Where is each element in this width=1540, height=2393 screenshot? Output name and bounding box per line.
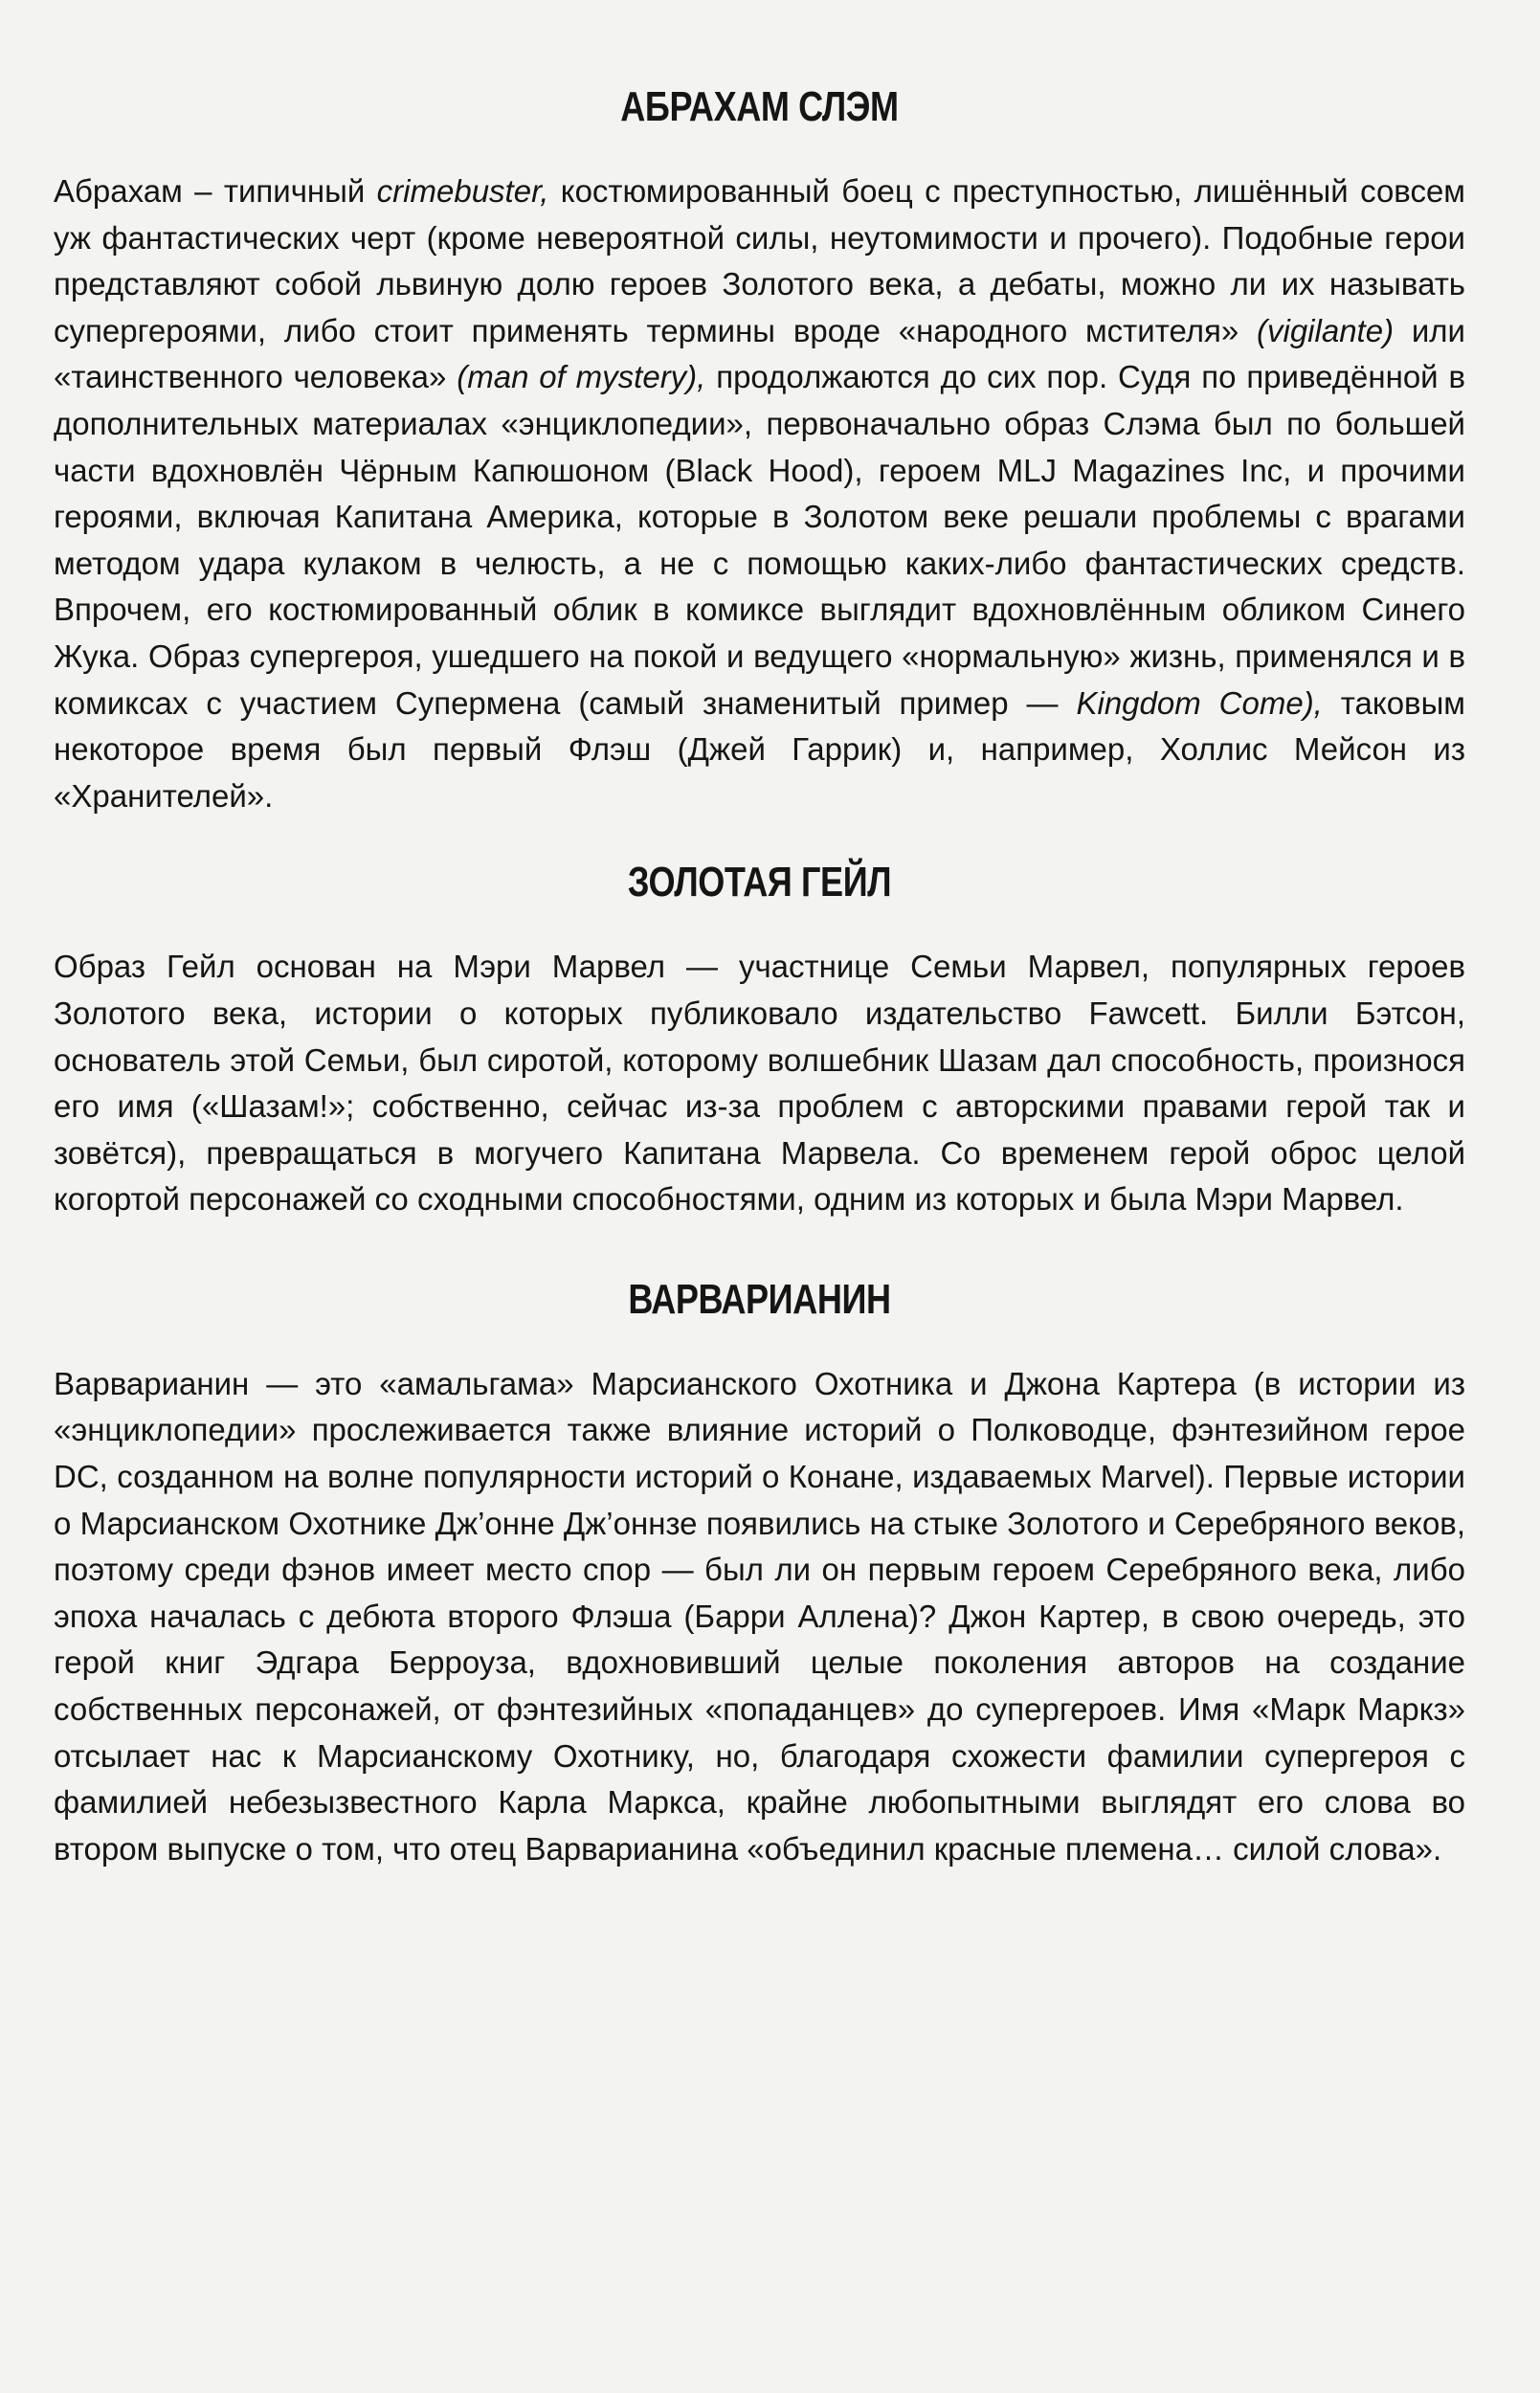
- section-paragraph: [54, 1361, 1465, 1873]
- text-run-italic: crimebuster,: [376, 173, 549, 209]
- section-title: АБРАХАМ СЛЭМ: [620, 83, 899, 130]
- section-barbarian: [54, 1275, 1465, 1873]
- book-page: [54, 82, 1465, 1872]
- text-run: или «таинственного человека»: [54, 312, 1465, 395]
- text-run: Абрахам – типичный: [54, 173, 377, 209]
- text-run-italic: (man of mystery),: [457, 359, 706, 395]
- section-golden-gale: [54, 858, 1465, 1223]
- text-run: костюмированный боец с преступностью, лишённый совсем уж фантастических черт (кроме невероятной силы, неутомимости и прочего). Подобные герои представляют собой львиную долю героев Золотого века, а дебаты, можно ли их называть супергероями, либо стоит применять термины вроде «народного мстителя»: [54, 173, 1465, 348]
- text-run-italic: (vigilante): [1257, 312, 1395, 348]
- text-run: Варварианин — это «амальгама» Марсианского Охотника и Джона Картера (в истории из «энциклопедии» прослеживается также влияние историй о Полководце, фэнтезийном герое DC, созданном на волне популярности историй о Конане, издаваемых Marvel). Первые истории о Марсианском Охотнике Дж’онне Дж’оннзе появились на стыке Золотого и Серебряного веков, поэтому среди фэнов имеет место спор — был ли он первым героем Серебряного века, либо эпоха началась с дебюта второго Флэша (Барри Аллена)? Джон Картер, в свою очередь, это герой книг Эдгара Берроуза, вдохновивший целые поколения авторов на создание собственных персонажей, от фэнтезийных «попаданцев» до супергероев. Имя «Марк Маркз» отсылает нас к Марсианскому Охотнику, но, благодаря схожести фамилии супергероя с фамилией небезызвестного Карла Маркса, крайне любопытными выглядят его слова во втором выпуске о том, что отец Варварианина «объединил красные племена… силой слова».: [54, 1365, 1465, 1867]
- text-run: таковым некоторое время был первый Флэш (Джей Гаррик) и, например, Холлис Мейсон из «Хранителей».: [54, 684, 1465, 814]
- section-paragraph: [54, 168, 1465, 819]
- text-run: продолжаются до сих пор. Судя по приведённой в дополнительных материалах «энциклопедии», первоначально образ Слэма был по большей части вдохновлён Чёрным Капюшоном (Black Hood), героем MLJ Magazines Inc, и прочими героями, включая Капитана Америка, которые в Золотом веке решали проблемы с врагами методом удара кулаком в челюсть, а не с помощью каких-либо фантастических средств. Впрочем, его костюмированный облик в комиксе выглядит вдохновлённым обликом Синего Жука. Образ супергероя, ушедшего на покой и ведущего «нормальную» жизнь, применялся и в комиксах с участием Супермена (самый знаменитый пример —: [54, 359, 1465, 721]
- section-title: ВАРВАРИАНИН: [628, 1275, 891, 1323]
- section-abraham-slam: [54, 82, 1465, 819]
- text-run-italic: Kingdom Come),: [1076, 684, 1323, 721]
- section-title: ЗОЛОТАЯ ГЕЙЛ: [627, 859, 892, 906]
- text-run: Образ Гейл основан на Мэри Марвел — участнице Семьи Марвел, популярных героев Золотого века, истории о которых публиковало издательство Fawcett. Билли Бэтсон, основатель этой Семьи, был сиротой, которому волшебник Шазам дал способность, произнося его имя («Шазам!»; собственно, сейчас из-за проблем с авторскими правами герой так и зовётся), превращаться в могучего Капитана Марвела. Со временем герой оброс целой когортой персонажей со сходными способностями, одним из которых и была Мэри Марвел.: [54, 949, 1465, 1218]
- section-paragraph: [54, 944, 1465, 1223]
